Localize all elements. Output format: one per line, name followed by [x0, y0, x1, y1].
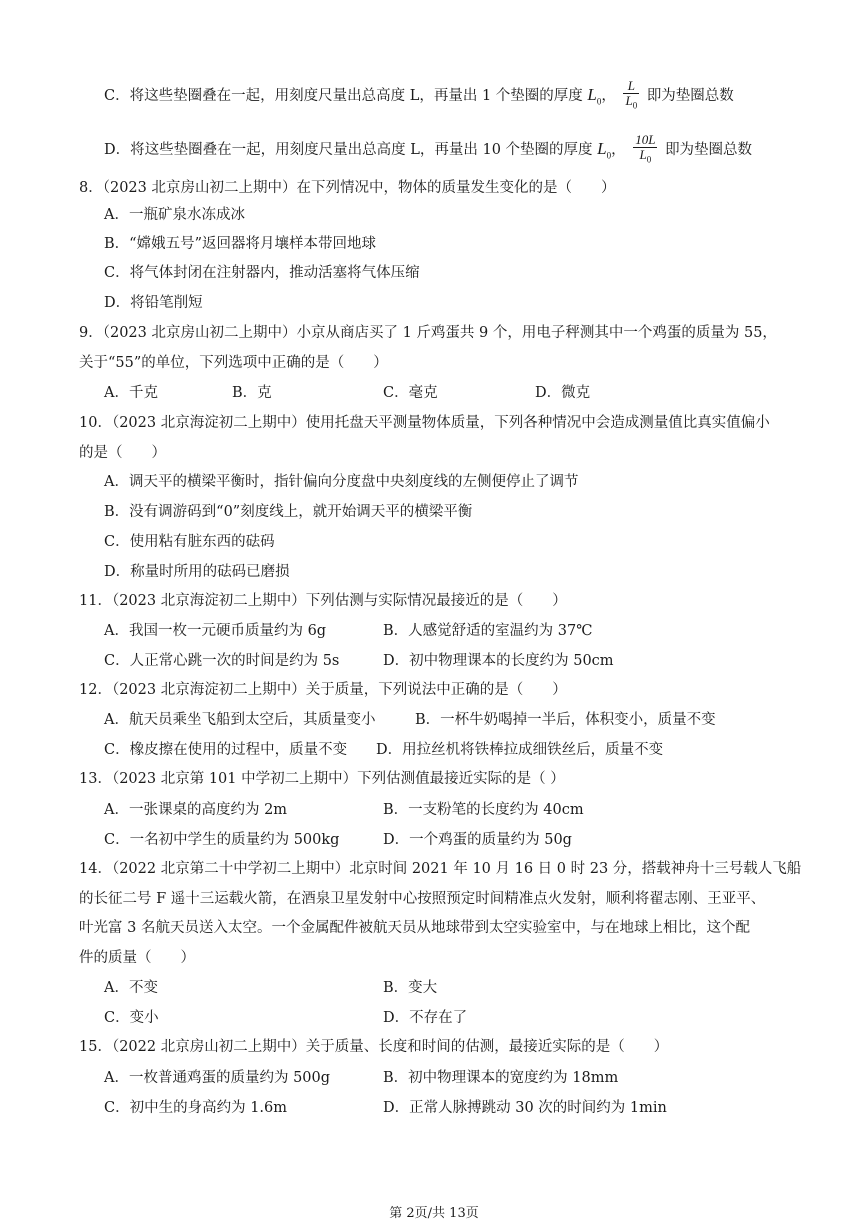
q9-stem-line1: 9．（2023 北京房山初二上期中）小京从商店买了 1 斤鸡蛋共 9 个，用电子秤测其中一个鸡蛋的质量为 55， [79, 325, 777, 341]
q11-option-a: A．我国一枚一元硬币质量约为 6g [104, 623, 327, 639]
q9-option-b: B．克 [232, 385, 272, 401]
q7-option-c: C．将这些垫圈叠在一起，用刻度尺量出总高度 L，再量出 1 个垫圈的厚度 $L_0$， $\frac{L}{L_0}$ 即为垫圈总数 [104, 78, 734, 111]
q12-option-c: C．橡皮擦在使用的过程中，质量不变 [104, 742, 348, 758]
q8-option-a: A．一瓶矿泉水冻成冰 [104, 207, 245, 223]
q13-option-b: B．一支粉笔的长度约为 40cm [383, 802, 584, 818]
q8-option-c: C．将气体封闭在注射器内，推动活塞将气体压缩 [104, 265, 420, 281]
q10-stem-line1: 10．（2023 北京海淀初二上期中）使用托盘天平测量物体质量，下列各种情况中会造成测量值比真实值偏小 [79, 415, 770, 431]
q10-option-c: C．使用粘有脏东西的砝码 [104, 534, 275, 550]
q10-option-b: B．没有调游码到“0”刻度线上，就开始调天平的横梁平衡 [104, 504, 473, 520]
q7-option-c-symbol: $L_0$ [587, 84, 602, 107]
q10-stem-line2: 的是（ ） [79, 445, 166, 461]
q14-stem-line4: 件的质量（ ） [79, 950, 195, 966]
q15-option-d: D．正常人脉搏跳动 30 次的时间约为 1min [383, 1100, 667, 1116]
q10-option-a: A．调天平的横梁平衡时，指针偏向分度盘中央刻度线的左侧便停止了调节 [104, 474, 579, 490]
q7-option-c-fraction: $\frac{L}{L_0}$ [625, 78, 638, 111]
q7-option-c-tail: 即为垫圈总数 [646, 87, 734, 104]
q8-option-b: B．“嫦娥五号”返回器将月壤样本带回地球 [104, 236, 376, 252]
q15-option-a: A．一枚普通鸡蛋的质量约为 500g [104, 1070, 331, 1086]
q7-option-d: D．将这些垫圈叠在一起，用刻度尺量出总高度 L，再量出 10 个垫圈的厚度 $L_0$， $\frac{10L}{L_0}$ 即为垫圈总数 [104, 132, 753, 165]
q8-stem: 8．（2023 北京房山初二上期中）在下列情况中，物体的质量发生变化的是（ ） [79, 180, 616, 196]
q12-stem: 12．（2023 北京海淀初二上期中）关于质量，下列说法中正确的是（ ） [79, 682, 567, 698]
q11-option-b: B．人感觉舒适的室温约为 37℃ [383, 623, 593, 639]
q15-stem: 15．（2022 北京房山初二上期中）关于质量、长度和时间的估测，最接近实际的是（ ） [79, 1039, 669, 1055]
q7-option-d-tail: 即为垫圈总数 [665, 141, 753, 158]
q7-option-c-text: C．将这些垫圈叠在一起，用刻度尺量出总高度 L，再量出 1 个垫圈的厚度 [104, 87, 583, 104]
q12-option-a: A．航天员乘坐飞船到太空后，其质量变小 [104, 712, 376, 728]
q11-option-c: C．人正常心跳一次的时间是约为 5s [104, 653, 340, 669]
q14-option-d: D．不存在了 [383, 1010, 468, 1026]
q14-option-c: C．变小 [104, 1010, 159, 1026]
q13-option-c: C．一名初中学生的质量约为 500kg [104, 832, 340, 848]
q14-stem-line1: 14．（2022 北京第二十中学初二上期中）北京时间 2021 年 10 月 16 日 0 时 23 分，搭载神舟十三号载人飞船 [79, 861, 802, 877]
q9-stem-line2: 关于“55”的单位，下列选项中正确的是（ ） [79, 355, 388, 371]
q9-option-d: D．微克 [535, 385, 591, 401]
q7-option-d-symbol: $L_0$ [597, 138, 612, 161]
q7-option-d-text: D．将这些垫圈叠在一起，用刻度尺量出总高度 L，再量出 10 个垫圈的厚度 [104, 141, 593, 158]
q14-option-b: B．变大 [383, 980, 438, 996]
q10-option-d: D．称量时所用的砝码已磨损 [104, 564, 290, 580]
q14-option-a: A．不变 [104, 980, 158, 996]
q12-option-d: D．用拉丝机将铁棒拉成细铁丝后，质量不变 [376, 742, 664, 758]
q12-option-b: B．一杯牛奶喝掉一半后，体积变小，质量不变 [415, 712, 716, 728]
q11-stem: 11．（2023 北京海淀初二上期中）下列估测与实际情况最接近的是（ ） [79, 593, 567, 609]
q15-option-b: B．初中物理课本的宽度约为 18mm [383, 1070, 619, 1086]
page-footer: 第 2页/共 13页 [389, 1206, 479, 1221]
q11-option-d: D．初中物理课本的长度约为 50cm [383, 653, 614, 669]
q13-stem: 13．（2023 北京第 101 中学初二上期中）下列估测值最接近实际的是（ ） [79, 771, 565, 787]
q14-stem-line3: 叶光富 3 名航天员送入太空。一个金属配件被航天员从地球带到太空实验室中，与在地球上相比，这个配 [79, 920, 750, 936]
q9-option-c: C．毫克 [383, 385, 438, 401]
q9-option-a: A．千克 [104, 385, 158, 401]
q7-option-d-fraction: $\frac{10L}{L_0}$ [635, 132, 656, 165]
q13-option-a: A．一张课桌的高度约为 2m [104, 802, 288, 818]
q13-option-d: D．一个鸡蛋的质量约为 50g [383, 832, 572, 848]
q8-option-d: D．将铅笔削短 [104, 295, 203, 311]
q14-stem-line2: 的长征二号 F 遥十三运载火箭，在酒泉卫星发射中心按照预定时间精准点火发射，顺利将翟志刚、王亚平、 [79, 891, 766, 907]
q15-option-c: C．初中生的身高约为 1.6m [104, 1100, 288, 1116]
